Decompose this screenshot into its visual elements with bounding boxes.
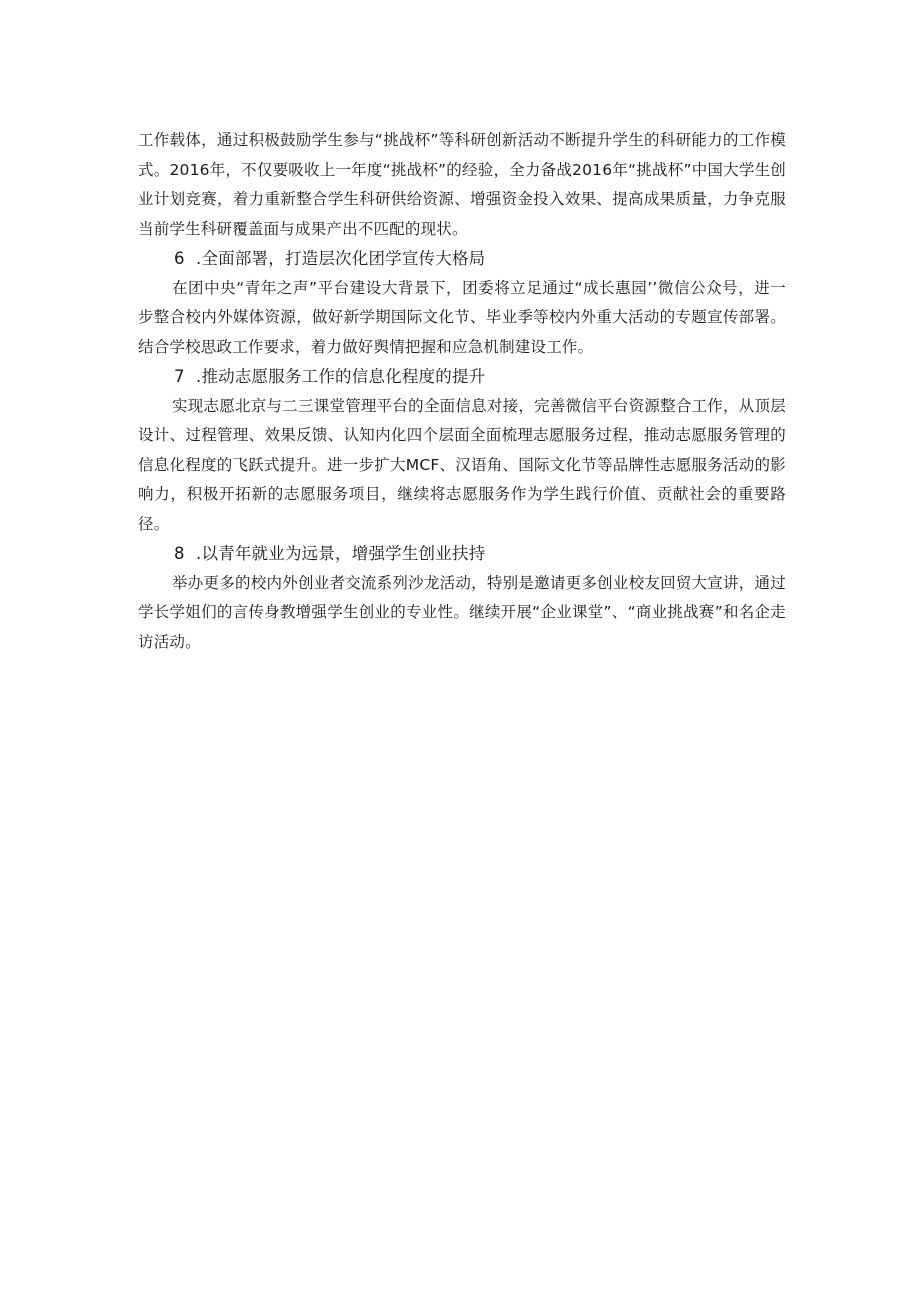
paragraph-publicity: 在团中央“青年之声”平台建设大背景下，团委将立足通过“成长惠园’’微信公众号，进一步整合校内外媒体资源，做好新学期国际文化节、毕业季等校内外重大活动的专题宣传部署。结合学校思政工作要求，着力做好舆情把握和应急机制建设工作。 (138, 278, 786, 356)
section-title: .全面部署，打造层次化团学宣传大格局 (196, 249, 486, 268)
paragraph-continued-research: 工作载体，通过积极鼓励学生参与“挑战杯”等科研创新活动不断提升学生的科研能力的工作模式。2016年，不仅要吸收上一年度“挑战杯”的经验，全力备战2016年“挑战杯”中国大学生创业计划竞赛，着力重新整合学生科研供给资源、增强资金投入效果、提高成果质量，力争克服当前学生科研覆盖面与成果产出不匹配的现状。 (138, 131, 786, 238)
paragraph-entrepreneurship: 举办更多的校内外创业者交流系列沙龙活动，特别是邀请更多创业校友回贸大宣讲，通过学长学姐们的言传身教增强学生创业的专业性。继续开展“企业课堂”、“商业挑战赛”和名企走访活动。 (138, 573, 786, 651)
section-number: 7 (174, 367, 185, 386)
section-number: 8 (174, 544, 185, 563)
paragraph-volunteer-service: 实现志愿北京与二三课堂管理平台的全面信息对接，完善微信平台资源整合工作，从顶层设计、过程管理、效果反馈、认知内化四个层面全面梳理志愿服务过程，推动志愿服务管理的信息化程度的飞跃式提升。进一步扩大MCF、汉语角、国际文化节等品牌性志愿服务活动的影响力，积极开拓新的志愿服务项目，继续将志愿服务作为学生践行价值、贡献社会的重要路径。 (138, 396, 786, 533)
section-title: .推动志愿服务工作的信息化程度的提升 (196, 367, 486, 386)
section-heading-7 (138, 362, 786, 392)
section-title: .以青年就业为远景，增强学生创业扶持 (196, 544, 486, 563)
section-heading-8 (138, 539, 786, 569)
document-body (138, 126, 786, 657)
section-heading-6 (138, 244, 786, 274)
section-number: 6 (174, 249, 185, 268)
